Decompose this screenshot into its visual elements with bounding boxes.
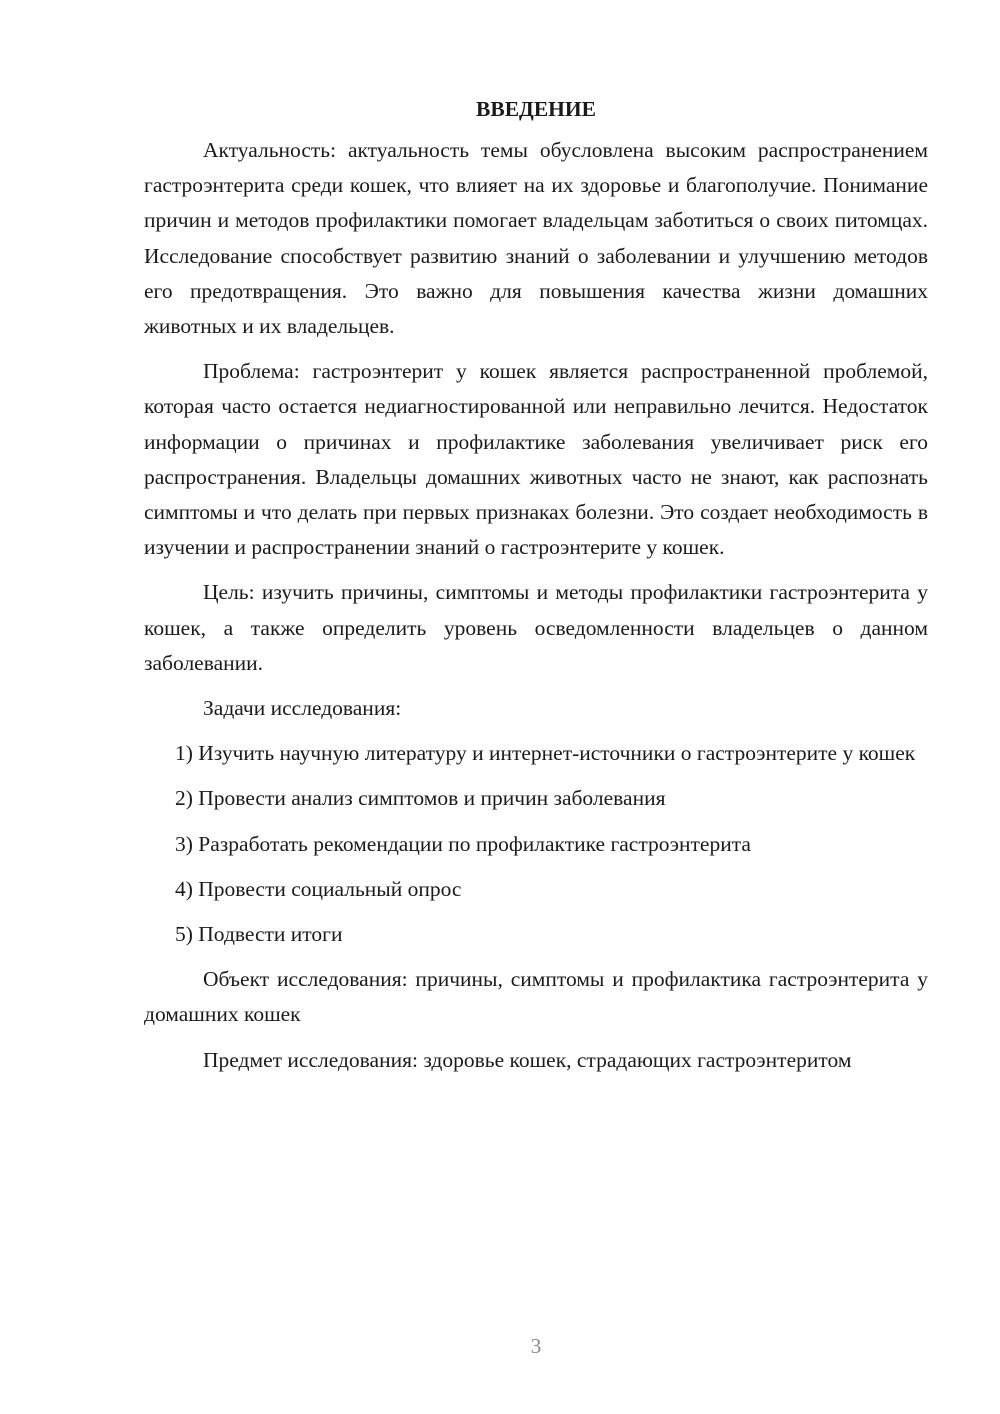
object-paragraph: Объект исследования: причины, симптомы и профилактика гастроэнтерита у домашних кошек [144,967,928,1027]
subject-paragraph: Предмет исследования: здоровье кошек, страдающих гастроэнтеритом [203,1047,852,1072]
tasks-heading: Задачи исследования: [203,696,402,721]
page-number: 3 [530,1334,542,1358]
task-item-5: 5) Подвести итоги [175,922,343,947]
task-item-1: 1) Изучить научную литературу и интернет-источники о гастроэнтерите у кошек [175,741,916,766]
problem-paragraph: Проблема: гастроэнтерит у кошек является распространенной проблемой, которая часто остается недиагностированной или неправильно лечится. Недостаток информации о причинах и профилактике заболевания увеличивает риск его распространения. Владельцы домашних животных часто не знают, как распознать симптомы и что делать при первых признаках болезни. Это создает необходимость в изучении и распространении знаний о гастроэнтерите у кошек. [144,359,928,560]
task-item-3: 3) Разработать рекомендации по профилактике гастроэнтерита [175,831,751,856]
task-item-4: 4) Провести социальный опрос [175,876,462,901]
section-heading: ВВЕДЕНИЕ [476,97,596,121]
document-page [144,92,928,1088]
task-item-2: 2) Провести анализ симптомов и причин заболевания [175,786,666,811]
goal-paragraph: Цель: изучить причины, симптомы и методы профилактики гастроэнтерита у кошек, а также определить уровень осведомленности владельцев о данном заболевании. [144,580,928,675]
relevance-paragraph: Актуальность: актуальность темы обусловлена высоким распространением гастроэнтерита среди кошек, что влияет на их здоровье и благополучие. Понимание причин и методов профилактики помогает владельцам заботиться о своих питомцах. Исследование способствует развитию знаний о заболевании и улучшению методов его предотвращения. Это важно для повышения качества жизни домашних животных и их владельцев. [144,138,928,339]
